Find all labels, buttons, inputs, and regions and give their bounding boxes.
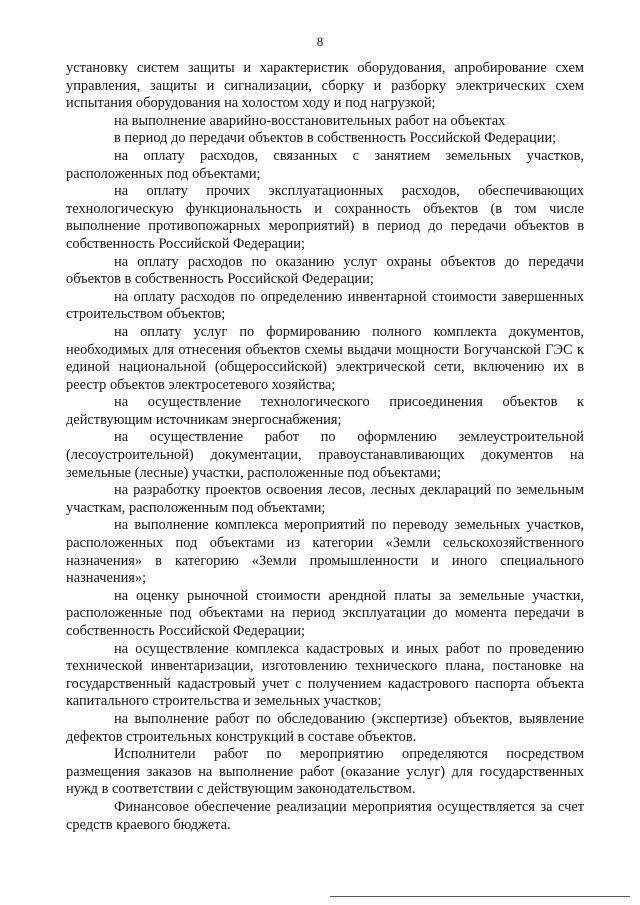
bottom-divider (330, 896, 630, 897)
paragraph: на осуществление работ по оформлению землеустроительной (лесоустроительной) документации, правоустанавливающих документов на земельные (лесные) участки, расположенные под объектами; (66, 429, 584, 481)
paragraph: на оплату услуг по формированию полного комплекта документов, необходимых для отнесения объектов схемы выдачи мощности Богучанской ГЭС к единой национальной (общероссийской) электрической сети, включению их в реестр объектов электросетевого хозяйства; (66, 323, 584, 393)
paragraph: Исполнители работ по мероприятию определяются посредством размещения заказов на выполнение работ (оказание услуг) для государственных нужд в соответствии с действующим законодательством. (66, 746, 584, 798)
paragraph: на осуществление комплекса кадастровых и иных работ по проведению технической инвентаризации, изготовлению технического плана, постановке на государственный кадастровый учет с получением кадастрового паспорта объекта капитального строительства и земельных участков; (66, 640, 584, 710)
paragraph: на выполнение комплекса мероприятий по переводу земельных участков, расположенных под объектами из категории «Земли сельскохозяйственного назначения» в категорию «Земли промышленности и иного специального назначения»; (66, 517, 584, 587)
paragraph: на оплату расходов, связанных с занятием земельных участков, расположенных под объектами; (66, 147, 584, 182)
page-number: 8 (316, 34, 324, 49)
paragraph: Финансовое обеспечение реализации мероприятия осуществляется за счет средств краевого бюджета. (66, 798, 584, 833)
paragraph: на оплату прочих эксплуатационных расходов, обеспечивающих технологическую функциональность и сохранность объектов (в том числе выполнение противопожарных мероприятий) в период до передачи объектов в собственность Российской Федерации; (66, 183, 584, 252)
paragraph: на выполнение аварийно-восстановительных работ на объектах (114, 112, 506, 129)
paragraph: на осуществление технологического присоединения объектов к действующим источникам энергоснабжения; (66, 394, 584, 428)
paragraph: на выполнение работ по обследованию (экспертизе) объектов, выявление дефектов строительных конструкций в составе объектов. (66, 710, 584, 745)
paragraph: на оценку рыночной стоимости арендной платы за земельные участки, расположенные под объектами на период эксплуатации до момента передачи в собственность Российской Федерации; (66, 587, 584, 639)
paragraph: на разработку проектов освоения лесов, лесных деклараций по земельным участкам, расположенным под объектами; (66, 482, 584, 516)
document-body (66, 60, 584, 834)
paragraph: на оплату расходов по определению инвентарной стоимости завершенных строительством объектов; (66, 288, 584, 323)
paragraph: в период до передачи объектов в собственность Российской Федерации; (114, 130, 557, 147)
paragraph: установку систем защиты и характеристик оборудования, апробирование схем управления, защиты и сигнализации, сборку и разборку электрических схем испытания оборудования на холостом ходу и под нагрузкой; (66, 60, 584, 112)
paragraph: на оплату расходов по оказанию услуг охраны объектов до передачи объектов в собственность Российской Федерации; (66, 253, 584, 288)
